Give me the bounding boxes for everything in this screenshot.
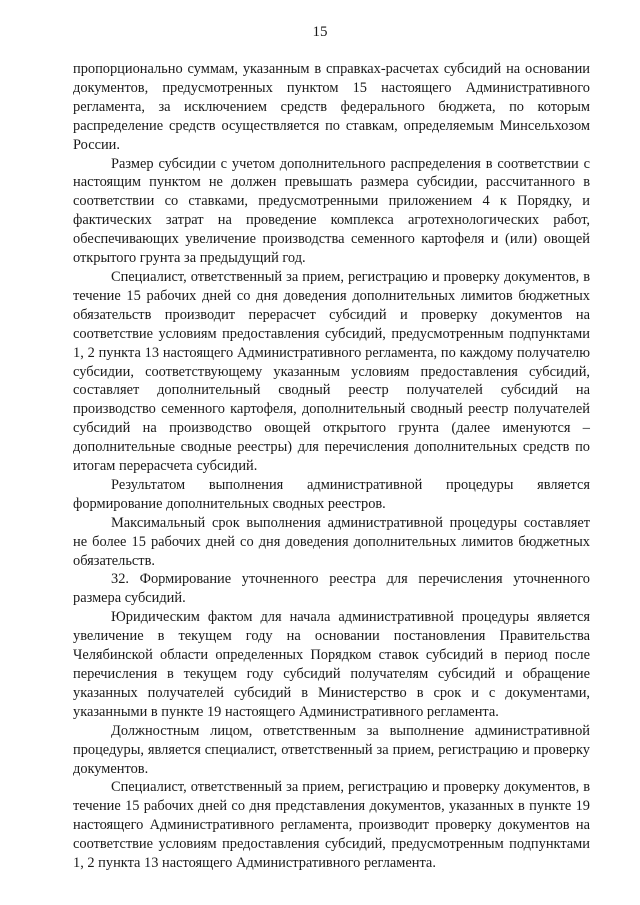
paragraph: Должностным лицом, ответственным за выполнение административной процедуры, является специалист, ответственный за прием, регистрацию и проверку документов. [73,722,590,777]
paragraph: Максимальный срок выполнения административной процедуры составляет не более 15 рабочих дней со дня доведения дополнительных лимитов бюджетных обязательств. [73,514,590,569]
paragraph: Юридическим фактом для начала административной процедуры является увеличение в текущем году на основании постановления Правительства Челябинской области определенных Порядком ставок субсидий в период после перечисления в текущем году субсидий получателям субсидий и обращение указанных получателей субсидий в Министерство в срок и с документами, указанными в пункте 19 настоящего Административного регламента. [73,609,590,720]
page-number: 15 [312,24,328,40]
paragraph: Специалист, ответственный за прием, регистрацию и проверку документов, в течение 15 рабочих дней со дня доведения дополнительных лимитов бюджетных обязательств производит перерасчет субсидий и проверку документов на соответствие условиям предоставления субсидий, предусмотренным подпунктами 1, 2 пункта 13 настоящего Административного регламента, по каждому получателю субсидии, соответствующему указанным условиям предоставления субсидий, составляет дополнительный сводный реестр получателей субсидий на производство семенного картофеля, дополнительный сводный реестр получателей субсидий на производство овощей открытого грунта (далее именуются – дополнительные сводные реестры) для перечисления дополнительных средств по итогам перерасчета субсидий. [73,268,590,475]
document-body [73,60,590,873]
paragraph: Размер субсидии с учетом дополнительного распределения в соответствии с настоящим пунктом не должен превышать размера субсидии, рассчитанного в соответствии со ставками, предусмотренными приложением 4 к Порядку, и фактических затрат на проведение комплекса агротехнологических работ, обеспечивающих увеличение производства семенного картофеля и (или) овощей открытого грунта за предыдущий год. [73,155,590,267]
paragraph: пропорционально суммам, указанным в справках-расчетах субсидий на основании документов, предусмотренных пунктом 15 настоящего Административного регламента, за исключением средств федерального бюджета, по которым распределение средств осуществляется по ставкам, определяемым Минсельхозом России. [73,61,590,153]
paragraph: Результатом выполнения административной процедуры является формирование дополнительных сводных реестров. [73,476,590,512]
section-heading: 32. Формирование уточненного реестра для перечисления уточненного размера субсидий. [73,571,590,607]
paragraph: Специалист, ответственный за прием, регистрацию и проверку документов, в течение 15 рабочих дней со дня представления документов, указанных в пункте 19 настоящего Административного регламента, производит проверку документов на соответствие условиям предоставления субсидий, предусмотренным подпунктами 1, 2 пункта 13 настоящего Административного регламента. [73,779,590,872]
